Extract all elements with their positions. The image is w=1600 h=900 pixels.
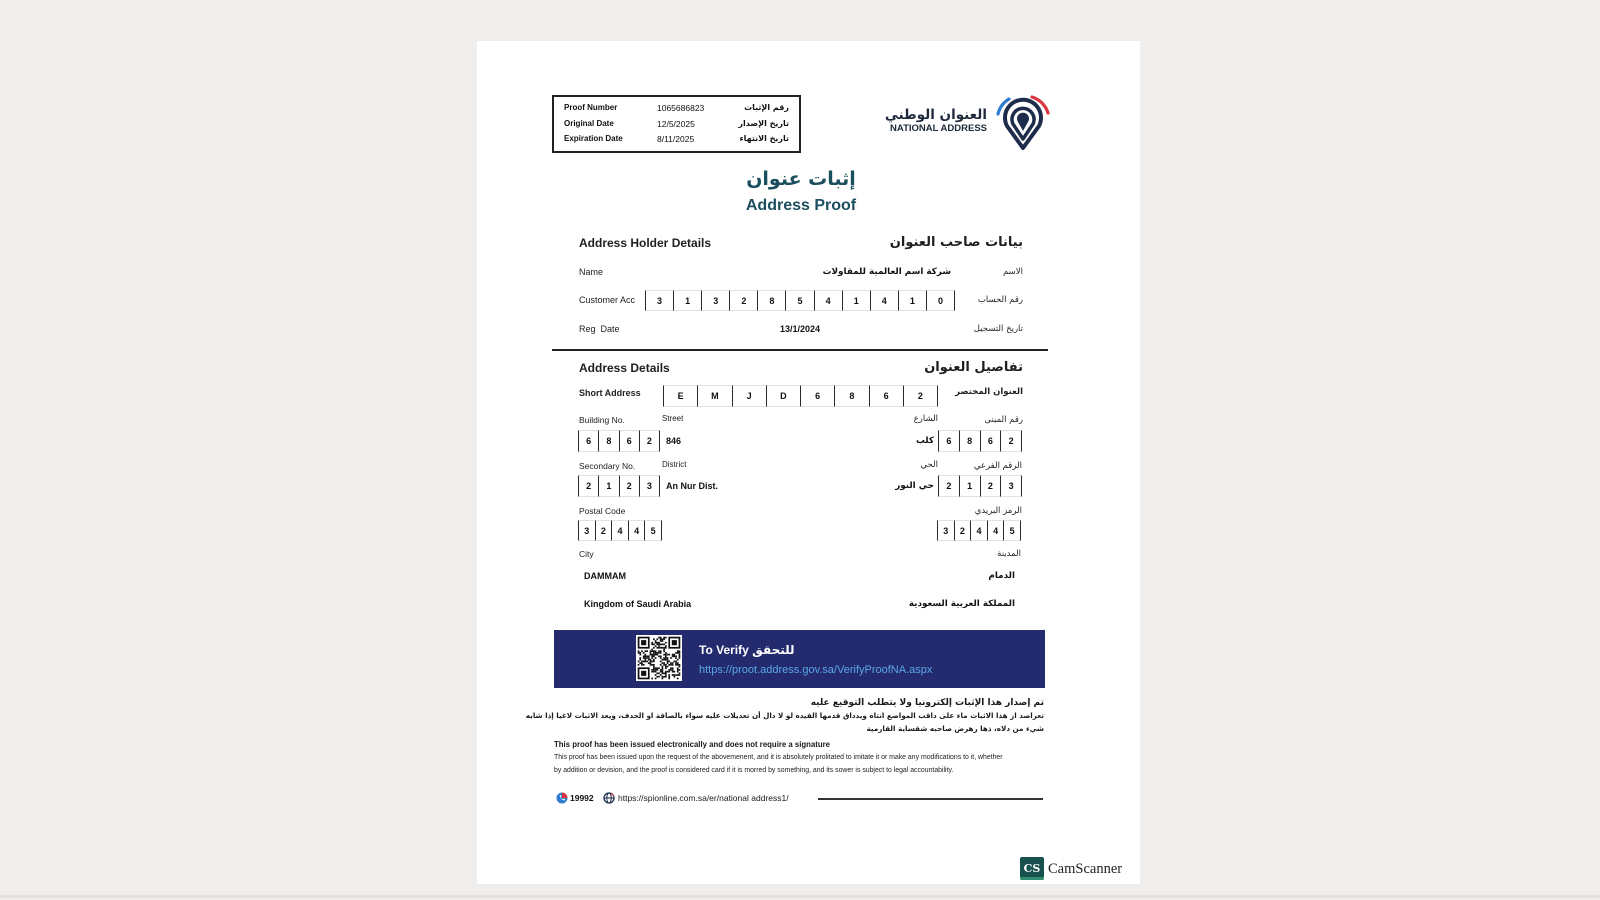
digit-box: 6 — [801, 385, 835, 407]
digit-box: 5 — [645, 520, 662, 541]
footer-phone: 19992 — [570, 793, 594, 803]
digit-box: 5 — [1004, 520, 1021, 541]
digit-box: 8 — [835, 385, 869, 407]
proof-number-label-ar: رقم الإثبات — [744, 103, 789, 112]
district-label: District — [662, 460, 687, 469]
logo-arabic-text: العنوان الوطني — [884, 107, 987, 123]
expiration-date-label: Expiration Date — [564, 134, 623, 143]
digit-box: 4 — [988, 520, 1005, 541]
digit-box: 1 — [843, 290, 871, 311]
address-section-heading-ar: تفاصيل العنوان — [924, 360, 1023, 375]
disclaimer-line-ar: تعراصد از هذا الاثباث ماء على داقب المواضع انتاه ويدداق قدمها القيده لو لا دال أن تعديلات عليه سواء بالصاقة او الحدف، ويعد الاثبات لاغيا إذا شابه — [525, 711, 1044, 720]
disclaimer-heading-ar: تم إصدار هذا الإثبات إلكترونيا ولا يتطلب التوقيع عليه — [810, 698, 1044, 708]
digit-box: 1 — [960, 475, 981, 497]
secondary-no-label: Secondary No. — [579, 461, 636, 471]
reg-date-label: Reg Date — [579, 324, 620, 334]
disclaimer-line-ar: شيء من دلاه، ذها رهرض صاحبه شقساية القارمية — [866, 724, 1044, 733]
short-address-label-ar: العنوان المختصر — [955, 387, 1023, 397]
city-value: DAMMAM — [584, 571, 626, 581]
digit-box: 3 — [702, 290, 730, 311]
short-address-boxes — [663, 385, 938, 407]
digit-box: 3 — [937, 520, 955, 541]
digit-box: 4 — [971, 520, 988, 541]
digit-box: 8 — [960, 430, 981, 452]
digit-box: J — [733, 385, 767, 407]
secondary-no-boxes-ar — [938, 475, 1022, 497]
customer-acc-digit-boxes — [645, 290, 955, 311]
postal-code-boxes — [578, 520, 662, 541]
logo-english-text: NATIONAL ADDRESS — [890, 123, 987, 134]
digit-box: 1 — [674, 290, 702, 311]
digit-box: 2 — [596, 520, 613, 541]
digit-box: 2 — [981, 475, 1002, 497]
digit-box: 4 — [815, 290, 843, 311]
digit-box: 3 — [640, 475, 660, 497]
digit-box: 2 — [938, 475, 960, 497]
digit-box: 8 — [758, 290, 786, 311]
digit-box: 6 — [938, 430, 960, 452]
street-value: 846 — [666, 436, 682, 446]
digit-box: 4 — [629, 520, 646, 541]
disclaimer-line: by addition or devision, and the proof is considered card if it is morred by something, and its sower is subject to legal accountability. — [554, 767, 954, 774]
verify-heading — [699, 643, 795, 657]
street-value-ar: كلب — [915, 436, 934, 446]
digit-box: 2 — [578, 475, 599, 497]
disclaimer-line: This proof has been issued upon the request of the abovemenent, and it is absolutely prolitated to imitate it or make any modifications to it, whether — [554, 754, 1003, 761]
document-title: Address Proof — [745, 197, 857, 214]
camscanner-logo-icon — [1020, 857, 1044, 880]
country-value: Kingdom of Saudi Arabia — [584, 599, 692, 609]
digit-box: E — [663, 385, 698, 407]
section-divider — [552, 349, 1048, 351]
digit-box: 1 — [599, 475, 619, 497]
original-date-value: 12/5/2025 — [657, 119, 695, 129]
digit-box: 6 — [578, 430, 599, 452]
original-date-label-ar: تاريخ الإصدار — [738, 119, 789, 128]
digit-box: 2 — [640, 430, 660, 452]
globe-icon — [603, 792, 615, 804]
digit-box: 1 — [899, 290, 927, 311]
digit-box: 6 — [981, 430, 1002, 452]
street-label-ar: الشارع — [913, 414, 938, 424]
district-label-ar: الحي — [920, 460, 938, 470]
proof-info-box — [552, 95, 801, 153]
street-label: Street — [662, 414, 684, 423]
digit-box: 2 — [620, 475, 640, 497]
holder-section-heading: Address Holder Details — [579, 236, 712, 250]
document-title-arabic: إثبات عنوان — [746, 168, 856, 190]
customer-acc-label-ar: رقم الحساب — [977, 295, 1023, 305]
postal-code-label: Postal Code — [579, 506, 626, 516]
digit-box: 6 — [870, 385, 904, 407]
digit-box: M — [698, 385, 732, 407]
country-value-ar: المملكة العربية السعودية — [908, 599, 1015, 609]
digit-box: 4 — [612, 520, 629, 541]
secondary-no-boxes — [578, 475, 660, 497]
postal-code-boxes-ar — [937, 520, 1021, 541]
qr-code — [636, 635, 682, 681]
building-no-boxes-ar — [938, 430, 1022, 452]
reg-date-label-ar: تاريخ التسجيل — [973, 324, 1023, 334]
phone-icon — [556, 792, 568, 804]
postal-code-label-ar: الرمز البريدي — [974, 506, 1022, 516]
camscanner-badge-text: CS — [1023, 862, 1041, 875]
camscanner-watermark: CamScanner — [1048, 861, 1123, 877]
footer-website: https://spionline.com.sa/er/national address1/ — [618, 793, 789, 803]
expiration-date-label-ar: تاريخ الانتهاء — [739, 134, 789, 143]
footer-rule — [818, 798, 1043, 800]
digit-box: 4 — [871, 290, 899, 311]
proof-number-value: 1065686823 — [657, 103, 705, 113]
digit-box: 2 — [1001, 430, 1022, 452]
verify-label-ar: للتحقق — [752, 643, 795, 657]
location-pin-icon — [995, 93, 1051, 151]
holder-section-heading-ar: بيانات صاحب العنوان — [889, 235, 1023, 250]
building-no-label-ar: رقم المبنى — [984, 415, 1023, 425]
digit-box: D — [767, 385, 801, 407]
scanned-document-page — [477, 41, 1140, 884]
disclaimer-heading: This proof has been issued electronically and does not require a signature — [554, 740, 830, 749]
name-value: شركة اسم العالمية للمقاولات — [822, 267, 951, 277]
digit-box: 5 — [786, 290, 814, 311]
city-label-ar: المدينة — [997, 549, 1021, 559]
district-value-ar: حي النور — [895, 481, 934, 491]
name-label: Name — [579, 267, 604, 277]
digit-box: 2 — [955, 520, 972, 541]
digit-box: 3 — [1001, 475, 1022, 497]
proof-number-label: Proof Number — [564, 103, 618, 112]
verify-banner — [554, 630, 1045, 688]
short-address-label: Short Address — [579, 388, 641, 398]
address-section-heading: Address Details — [579, 361, 670, 375]
verify-url: https://proot.address.gov.sa/VerifyProofNA.aspx — [699, 664, 933, 676]
expiration-date-value: 8/11/2025 — [657, 134, 695, 144]
digit-box: 2 — [904, 385, 938, 407]
building-no-label: Building No. — [579, 415, 625, 425]
building-no-boxes — [578, 430, 660, 452]
digit-box: 3 — [645, 290, 674, 311]
secondary-no-label-ar: الرقم الفرعي — [973, 461, 1022, 471]
digit-box: 3 — [578, 520, 596, 541]
digit-box: 8 — [599, 430, 619, 452]
reg-date-value: 13/1/2024 — [779, 324, 821, 334]
city-label: City — [579, 549, 594, 559]
city-value-ar: الدمام — [988, 571, 1015, 581]
name-label-ar: الاسم — [1003, 267, 1023, 277]
digit-box: 6 — [620, 430, 640, 452]
digit-box: 0 — [927, 290, 955, 311]
customer-acc-label: Customer Acc — [579, 295, 636, 305]
district-value: An Nur Dist. — [666, 481, 719, 491]
screen-bottom-edge — [0, 895, 1600, 898]
original-date-label: Original Date — [564, 119, 614, 128]
verify-label: To Verify — [699, 643, 749, 657]
digit-box: 2 — [730, 290, 758, 311]
